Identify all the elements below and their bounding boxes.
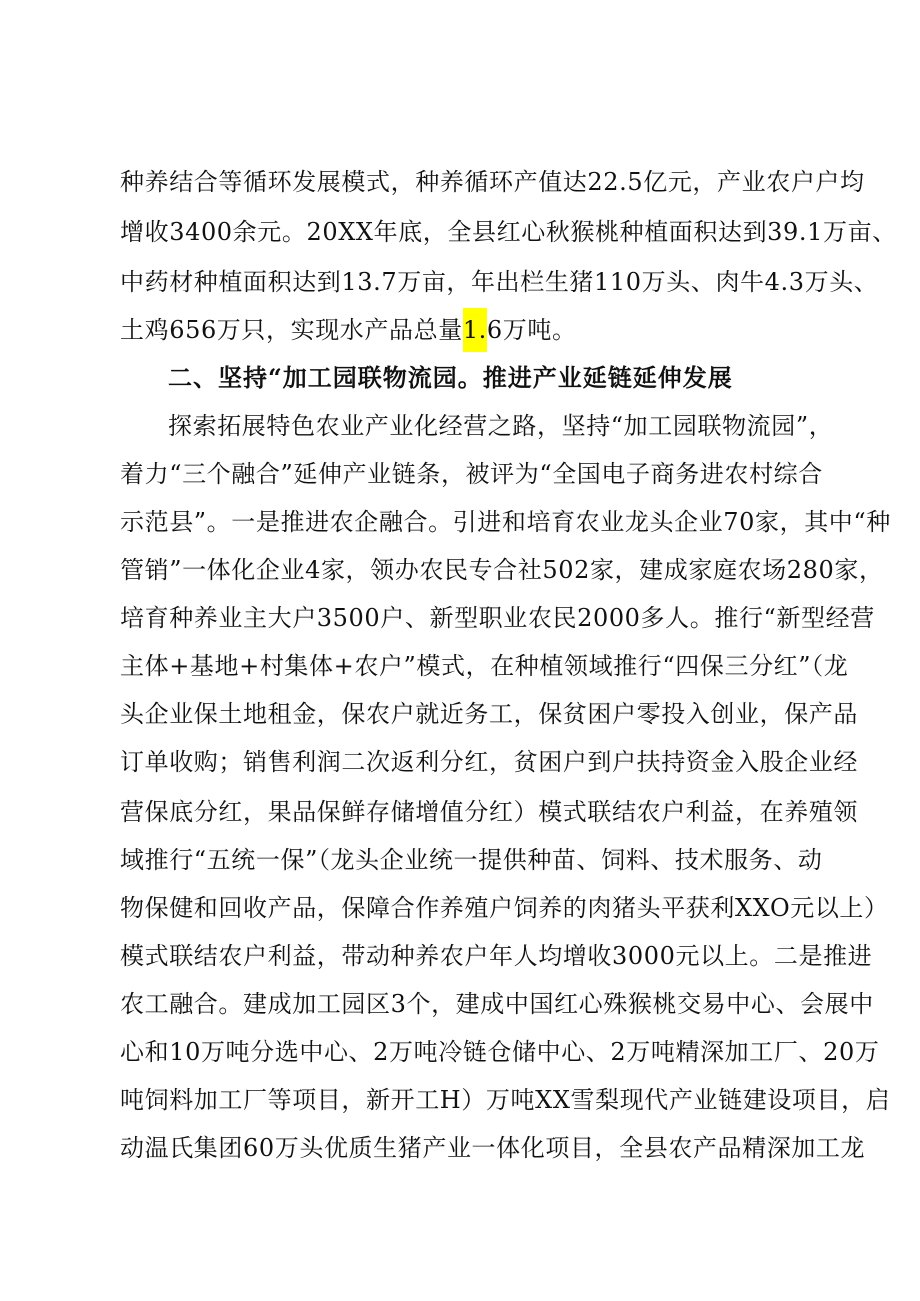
paragraph-2-line-7: 头企业保土地租金，保农户就近务工，保贫困户零投入创业，保产品	[120, 700, 858, 728]
section-heading: 二、坚持“加工园联物流园。推进产业延链延伸发展	[168, 363, 733, 392]
last-line-text-before: 土鸡656万只，实现水产品总量	[120, 316, 463, 344]
paragraph-2-line-3: 示范县”。一是推进农企融合。引进和培育农业龙头企业70家，其中“种	[120, 508, 891, 536]
paragraph-2-line-5: 培育种养业主大户3500户、新型职业农民2000多人。推行“新型经营	[120, 604, 875, 632]
paragraph-2-line-6: 主体+基地+村集体+农户”模式，在种植领域推行“四保三分红”（龙	[120, 652, 849, 680]
paragraph-2-line-12: 模式联结农户利益，带动种养农户年人均增收3000元以上。二是推进	[120, 942, 873, 970]
paragraph-2-line-2: 着力“三个融合”延伸产业链条，被评为“全国电子商务进农村综合	[120, 460, 823, 488]
paragraph-2-line-11: 物保健和回收产品，保障合作养殖户饲养的肉猪头平获利XXO元以上）	[120, 894, 889, 922]
paragraph-2-line-16: 动温氏集团60万头优质生猪产业一体化项目，全县农产品精深加工龙	[120, 1134, 866, 1162]
paragraph-1-line-2: 增收3400余元。20XX年底，全县红心秋猴桃种植面积达到39.1万亩、	[120, 218, 897, 246]
highlighted-text: 1.	[463, 308, 487, 352]
paragraph-2-line-10: 域推行“五统一保”（龙头企业统一提供种苗、饲料、技术服务、动	[120, 846, 823, 874]
paragraph-2-line-13: 农工融合。建成加工园区3个，建成中国红心殊猴桃交易中心、会展中	[120, 990, 874, 1018]
paragraph-2-line-8: 订单收购；销售利润二次返利分红，贫困户到户扶持资金入股企业经	[120, 748, 858, 776]
paragraph-2-line-9: 营保底分红，果品保鲜存储增值分红）模式联结农户利益，在养殖领	[120, 798, 858, 826]
paragraph-2-line-15: 吨饲料加工厂等项目，新开工H）万吨XX雪梨现代产业链建设项目，启	[120, 1086, 891, 1114]
paragraph-2-line-14: 心和10万吨分选中心、2万吨冷链仓储中心、2万吨精深加工厂、20万	[120, 1038, 880, 1066]
paragraph-1-line-4	[120, 308, 820, 352]
paragraph-1-line-1: 种养结合等循环发展模式，种养循环产值达22.5亿元，产业农户户均	[120, 168, 865, 196]
paragraph-2-line-1: 探索拓展特色农业产业化经营之路，坚持“加工园联物流园”，	[168, 412, 834, 440]
last-line-text-after: 6万吨。	[486, 316, 577, 344]
paragraph-2-line-4: 管销”一体化企业4家，领办农民专合社502家，建成家庭农场280家，	[120, 556, 884, 584]
paragraph-1-line-3: 中药材种植面积达到13.7万亩，年出栏生猪110万头、肉牛4.3万头、	[120, 268, 879, 296]
